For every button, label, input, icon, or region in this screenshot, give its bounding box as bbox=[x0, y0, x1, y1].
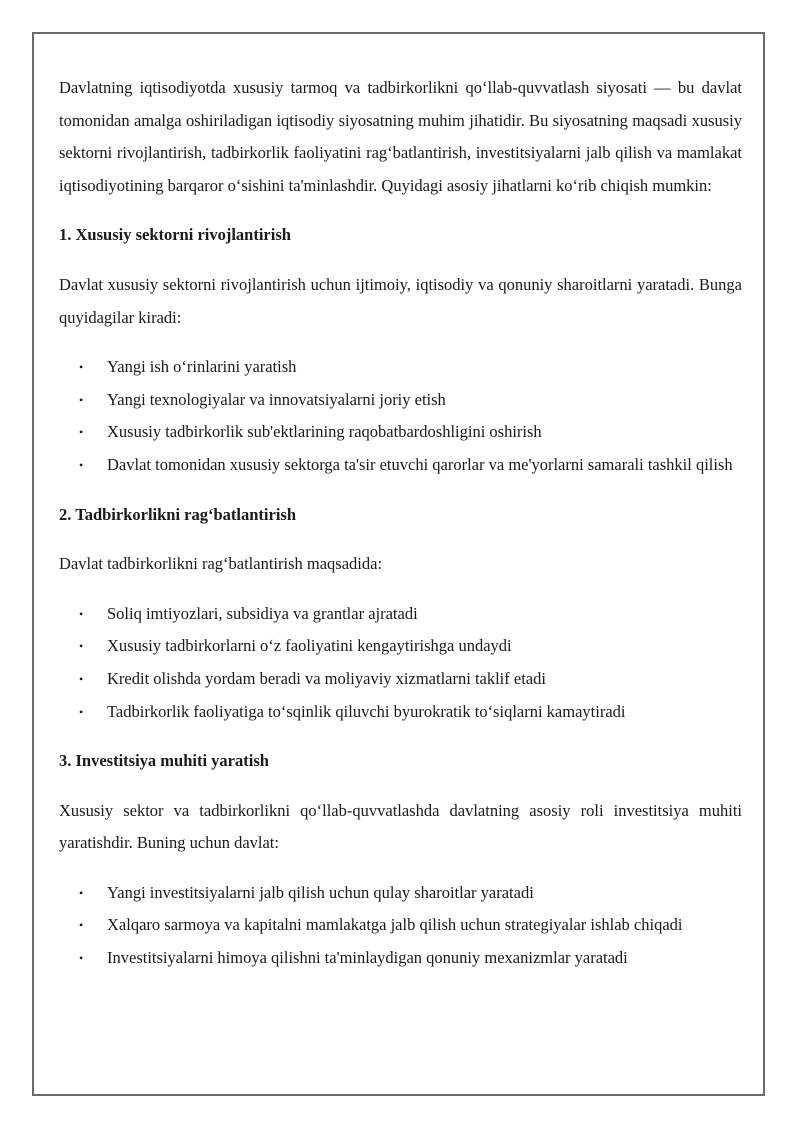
bullet-list bbox=[59, 351, 742, 481]
bullet-icon: • bbox=[79, 704, 84, 719]
page-frame bbox=[32, 32, 765, 1096]
section-heading: 1. Xususiy sektorni rivojlantirish bbox=[59, 225, 291, 245]
bullet-icon: • bbox=[79, 457, 84, 472]
list-item bbox=[59, 909, 742, 942]
list-item-text: Soliq imtiyozlari, subsidiya va grantlar ajratadi bbox=[107, 603, 418, 623]
list-item bbox=[59, 384, 742, 417]
list-item bbox=[59, 877, 742, 910]
section-heading: 3. Investitsiya muhiti yaratish bbox=[59, 751, 269, 771]
bullet-list bbox=[59, 598, 742, 728]
bullet-icon: • bbox=[79, 918, 84, 933]
list-item-text: Xususiy tadbirkorlik sub'ektlarining raqobatbardoshligini oshirish bbox=[107, 422, 542, 442]
list-item-text: Tadbirkorlik faoliyatiga to‘sqinlik qiluvchi byurokratik to‘siqlarni kamaytiradi bbox=[107, 701, 626, 721]
intro-paragraph: Davlatning iqtisodiyotda xususiy tarmoq va tadbirkorlikni qo‘llab-quvvatlash siyosati — bu davlat tomonidan amalga oshiriladigan iqtisodiy siyosatning muhim jihatidir. Bu siyosatning maqsadi xususiy sektorni rivojlantirish, tadbirkorlik faoliyatini rag‘batlantirish, investitsiyalarni jalb qilish va mamlakat iqtisodiyotining barqaror o‘sishini ta'minlashdir. Quyidagi asosiy jihatlarni ko‘rib chiqish mumkin: bbox=[59, 78, 742, 195]
bullet-icon: • bbox=[79, 606, 84, 621]
list-item-text: Yangi texnologiyalar va innovatsiyalarni joriy etish bbox=[107, 389, 446, 409]
list-item-text: Xalqaro sarmoya va kapitalni mamlakatga jalb qilish uchun strategiyalar ishlab chiqadi bbox=[107, 915, 683, 935]
bullet-icon: • bbox=[79, 951, 84, 966]
bullet-icon: • bbox=[79, 885, 84, 900]
section-lead: Davlat xususiy sektorni rivojlantirish uchun ijtimoiy, iqtisodiy va qonuniy sharoitlarni yaratadi. Bunga quyidagilar kiradi: bbox=[59, 274, 742, 327]
list-item bbox=[59, 942, 742, 975]
section-lead: Davlat tadbirkorlikni rag‘batlantirish maqsadida: bbox=[59, 554, 383, 574]
list-item bbox=[59, 449, 742, 482]
bullet-icon: • bbox=[79, 671, 84, 686]
list-item-text: Investitsiyalarni himoya qilishni ta'minlaydigan qonuniy mexanizmlar yaratadi bbox=[107, 948, 628, 968]
list-item bbox=[59, 351, 742, 384]
list-item bbox=[59, 598, 742, 631]
bullet-icon: • bbox=[79, 360, 84, 375]
bullet-list bbox=[59, 877, 742, 975]
list-item bbox=[59, 416, 742, 449]
list-item-text: Kredit olishda yordam beradi va moliyaviy xizmatlarni taklif etadi bbox=[107, 668, 546, 688]
section-lead: Xususiy sektor va tadbirkorlikni qo‘llab-quvvatlashda davlatning asosiy roli investitsiya muhiti yaratishdir. Buning uchun davlat: bbox=[59, 800, 742, 853]
document-body bbox=[59, 72, 742, 975]
list-item-text: Davlat tomonidan xususiy sektorga ta'sir etuvchi qarorlar va me'yorlarni samarali tashkil qilish bbox=[107, 454, 733, 474]
bullet-icon: • bbox=[79, 639, 84, 654]
list-item-text: Yangi investitsiyalarni jalb qilish uchun qulay sharoitlar yaratadi bbox=[107, 882, 534, 902]
list-item-text: Xususiy tadbirkorlarni o‘z faoliyatini kengaytirishga undaydi bbox=[107, 636, 512, 656]
bullet-icon: • bbox=[79, 392, 84, 407]
list-item bbox=[59, 663, 742, 696]
bullet-icon: • bbox=[79, 425, 84, 440]
list-item-text: Yangi ish o‘rinlarini yaratish bbox=[107, 357, 297, 377]
list-item bbox=[59, 696, 742, 729]
section-heading: 2. Tadbirkorlikni rag‘batlantirish bbox=[59, 504, 297, 524]
list-item bbox=[59, 630, 742, 663]
